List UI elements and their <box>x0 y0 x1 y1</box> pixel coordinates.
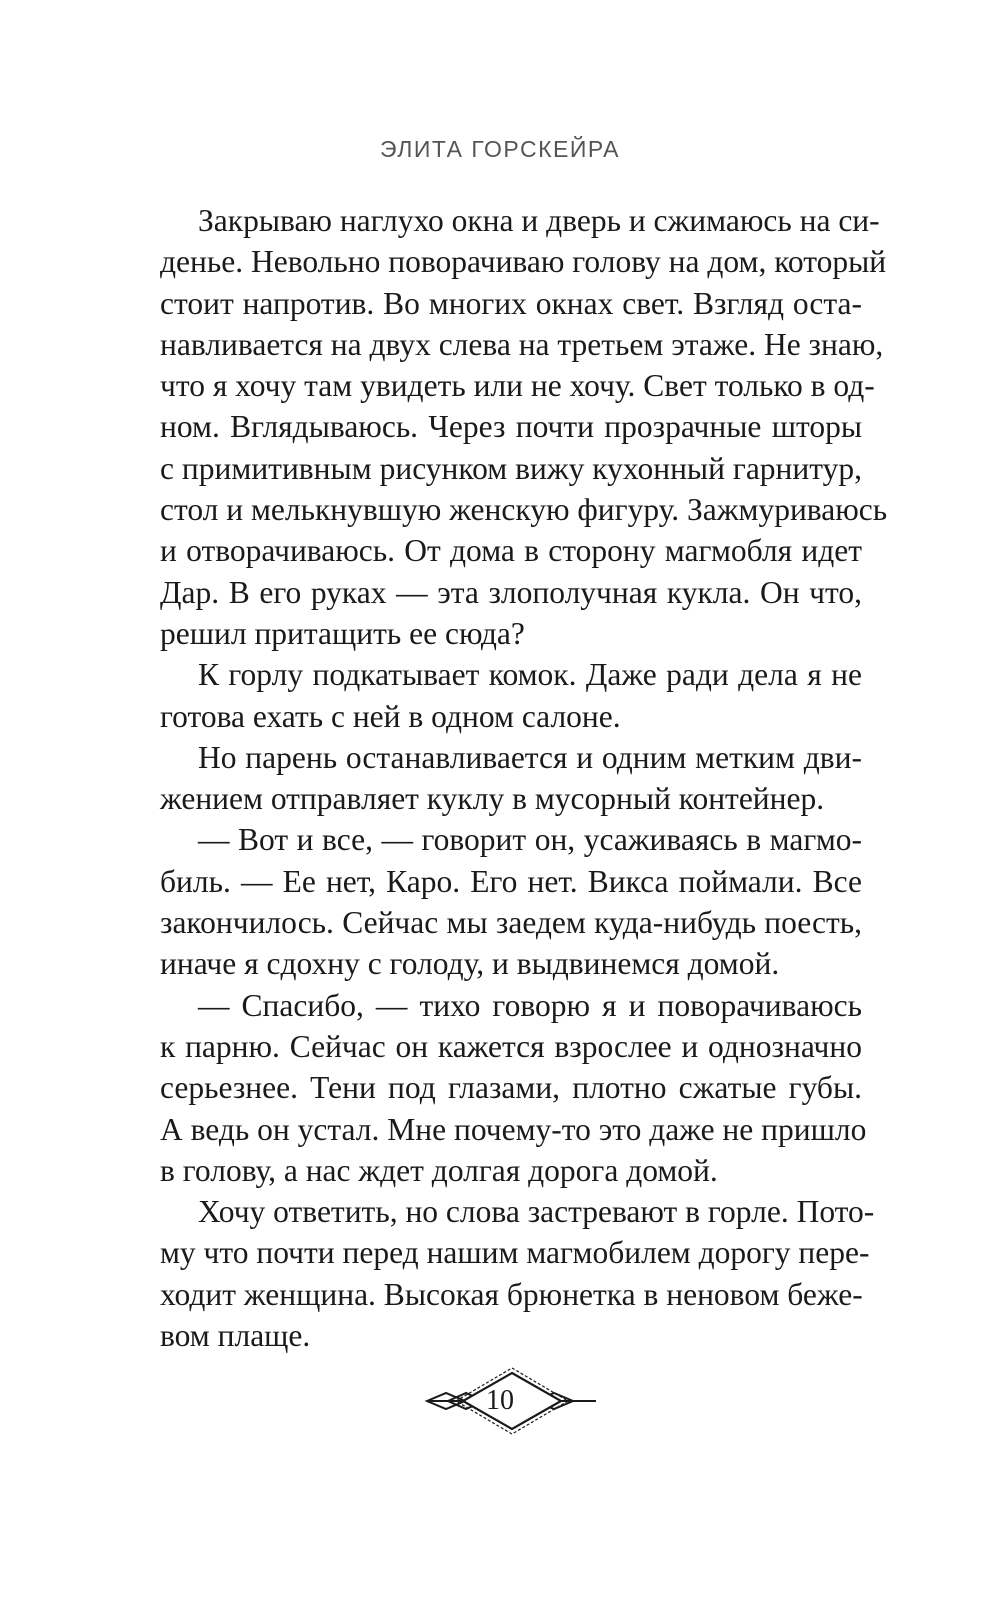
text-line: навливается на двух слева на третьем этаже. Не знаю, <box>160 326 884 362</box>
text-line: к парню. Сейчас он кажется взрослее и однозначно <box>160 1028 862 1064</box>
body-text <box>160 200 888 1356</box>
text-line: и отворачиваюсь. От дома в сторону магмобля идет <box>160 533 862 569</box>
text-line: ходит женщина. Высокая брюнетка в неновом беже- <box>160 1276 863 1312</box>
text-line: жением отправляет куклу в мусорный контейнер. <box>160 781 825 817</box>
text-line: — Вот и все, — говорит он, усаживаясь в магмо- <box>198 822 862 858</box>
text-line: Закрываю наглухо окна и дверь и сжимаюсь на си- <box>198 203 880 238</box>
text-line: вом плаще. <box>160 1318 311 1354</box>
text-line: К горлу подкатывает комок. Даже ради дела я не <box>198 657 862 693</box>
text-line: Но парень останавливается и одним метким дви- <box>198 739 862 775</box>
text-line: биль. — Ее нет, Каро. Его нет. Викса поймали. Все <box>160 863 862 899</box>
text-line: стол и мелькнувшую женскую фигуру. Зажмуриваюсь <box>160 492 888 528</box>
text-line: му что почти перед нашим магмобилем дорогу пере- <box>160 1235 870 1271</box>
text-line: в голову, а нас ждет долгая дорога домой. <box>160 1152 718 1188</box>
page-number-ornament <box>0 1366 1000 1436</box>
text-line: иначе я сдохну с голоду, и выдвинемся домой. <box>160 946 780 982</box>
text-line: А ведь он устал. Мне почему-то это даже не пришло <box>160 1111 867 1147</box>
text-line: решил притащить ее сюда? <box>160 615 525 651</box>
page-number: 10 <box>486 1385 514 1416</box>
text-line: Дар. В его руках — эта злополучная кукла. Он что, <box>160 574 862 610</box>
text-line: ном. Вглядываюсь. Через почти прозрачные шторы <box>160 409 862 445</box>
text-line: Хочу ответить, но слова застревают в горле. Пото- <box>198 1194 875 1230</box>
text-line: — Спасибо, — тихо говорю я и поворачиваюсь <box>198 987 862 1023</box>
text-line: что я хочу там увидеть или не хочу. Свет только в од- <box>160 368 875 404</box>
text-line: закончилось. Сейчас мы заедем куда-нибудь поесть, <box>160 905 862 941</box>
text-line: готова ехать с ней в одном салоне. <box>160 698 621 734</box>
text-line: денье. Невольно поворачиваю голову на дом, который <box>160 244 887 280</box>
text-line: стоит напротив. Во многих окнах свет. Взгляд оста- <box>160 285 862 321</box>
running-head-title: ЭЛИТА ГОРСКЕЙРА <box>379 136 621 162</box>
text-line: с примитивным рисунком вижу кухонный гарнитур, <box>160 450 862 486</box>
text-line: серьезнее. Тени под глазами, плотно сжатые губы. <box>160 1070 862 1106</box>
